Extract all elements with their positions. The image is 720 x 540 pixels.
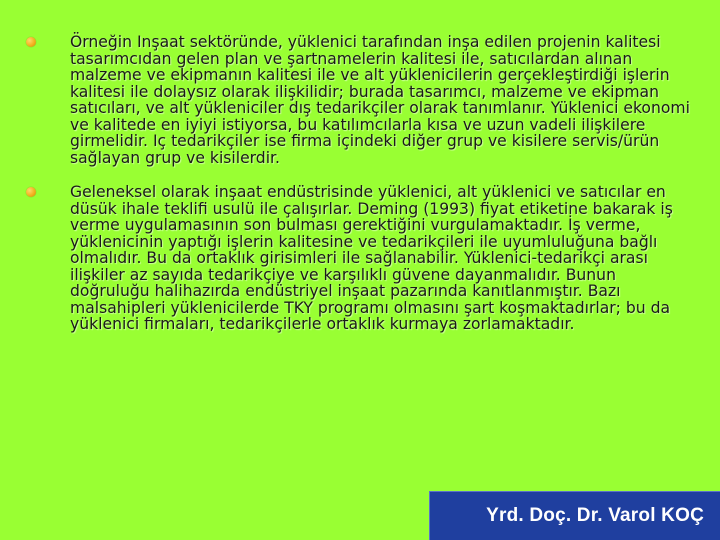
- bullet-text: Örneğin Inşaat sektöründe, yüklenici tarafından inşa edilen projenin kalitesi tasarımcıdan gelen plan ve şartnamelerin kalitesi ile, satıcılardan alınan malzeme ve ekipmanın kalitesi ile ve alt yüklenicilerin gerçekleştirdiği işlerin kalitesi ile dolaysız olarak ilişkilidir; burada tasarımcı, malzeme ve ekipman satıcıları, ve alt yükleniciler dış tedarikçiler olarak tanımlanır. Yüklenici ekonomi ve kalitede en iyiyi istiyorsa, bu katılımcılarla kısa ve uzun vadeli ilişkilere girmelidir. Iç tedarikçiler ise firma içindeki diğer grup ve kisilere servis/ürün sağlayan grup ve kisilerdir.: [70, 33, 690, 167]
- bullet-item: [26, 34, 690, 166]
- bullet-text: Geleneksel olarak inşaat endüstrisinde yüklenici, alt yüklenici ve satıcılar en düsük ihale teklifi usulü ile çalışırlar. Deming (1993) fiyat etiketine bakarak iş verme uygulamasının son bulması gerektiğini vurgulamaktadır. İş verme, yüklenicinin yaptığı işlerin kalitesine ve tedarikçileri ile uyumluluğuna bağlı olmalıdır. Bu da ortaklık girisimleri ile sağlanabilir. Yüklenici-tedarikçi arası ilişkiler az sayıda tedarikçiye ve karşılıklı güvene dayanmalıdır. Bunun doğruluğu halihazırda endüstriyel inşaat pazarında kanıtlanmıştır. Bazı malsahipleri yüklenicilerde TKY programı olmasını şart koşmaktadırlar; bu da yüklenici firmaları, tedarikçilerle ortaklık kurmaya zorlamaktadır.: [70, 183, 673, 333]
- bullet-item: [26, 184, 690, 333]
- bullet-dot-icon: [26, 37, 36, 47]
- bullet-dot-icon: [26, 187, 36, 197]
- bullet-list: [26, 34, 690, 351]
- author-footer: [429, 491, 720, 540]
- author-name: Yrd. Doç. Dr. Varol KOÇ: [486, 505, 704, 526]
